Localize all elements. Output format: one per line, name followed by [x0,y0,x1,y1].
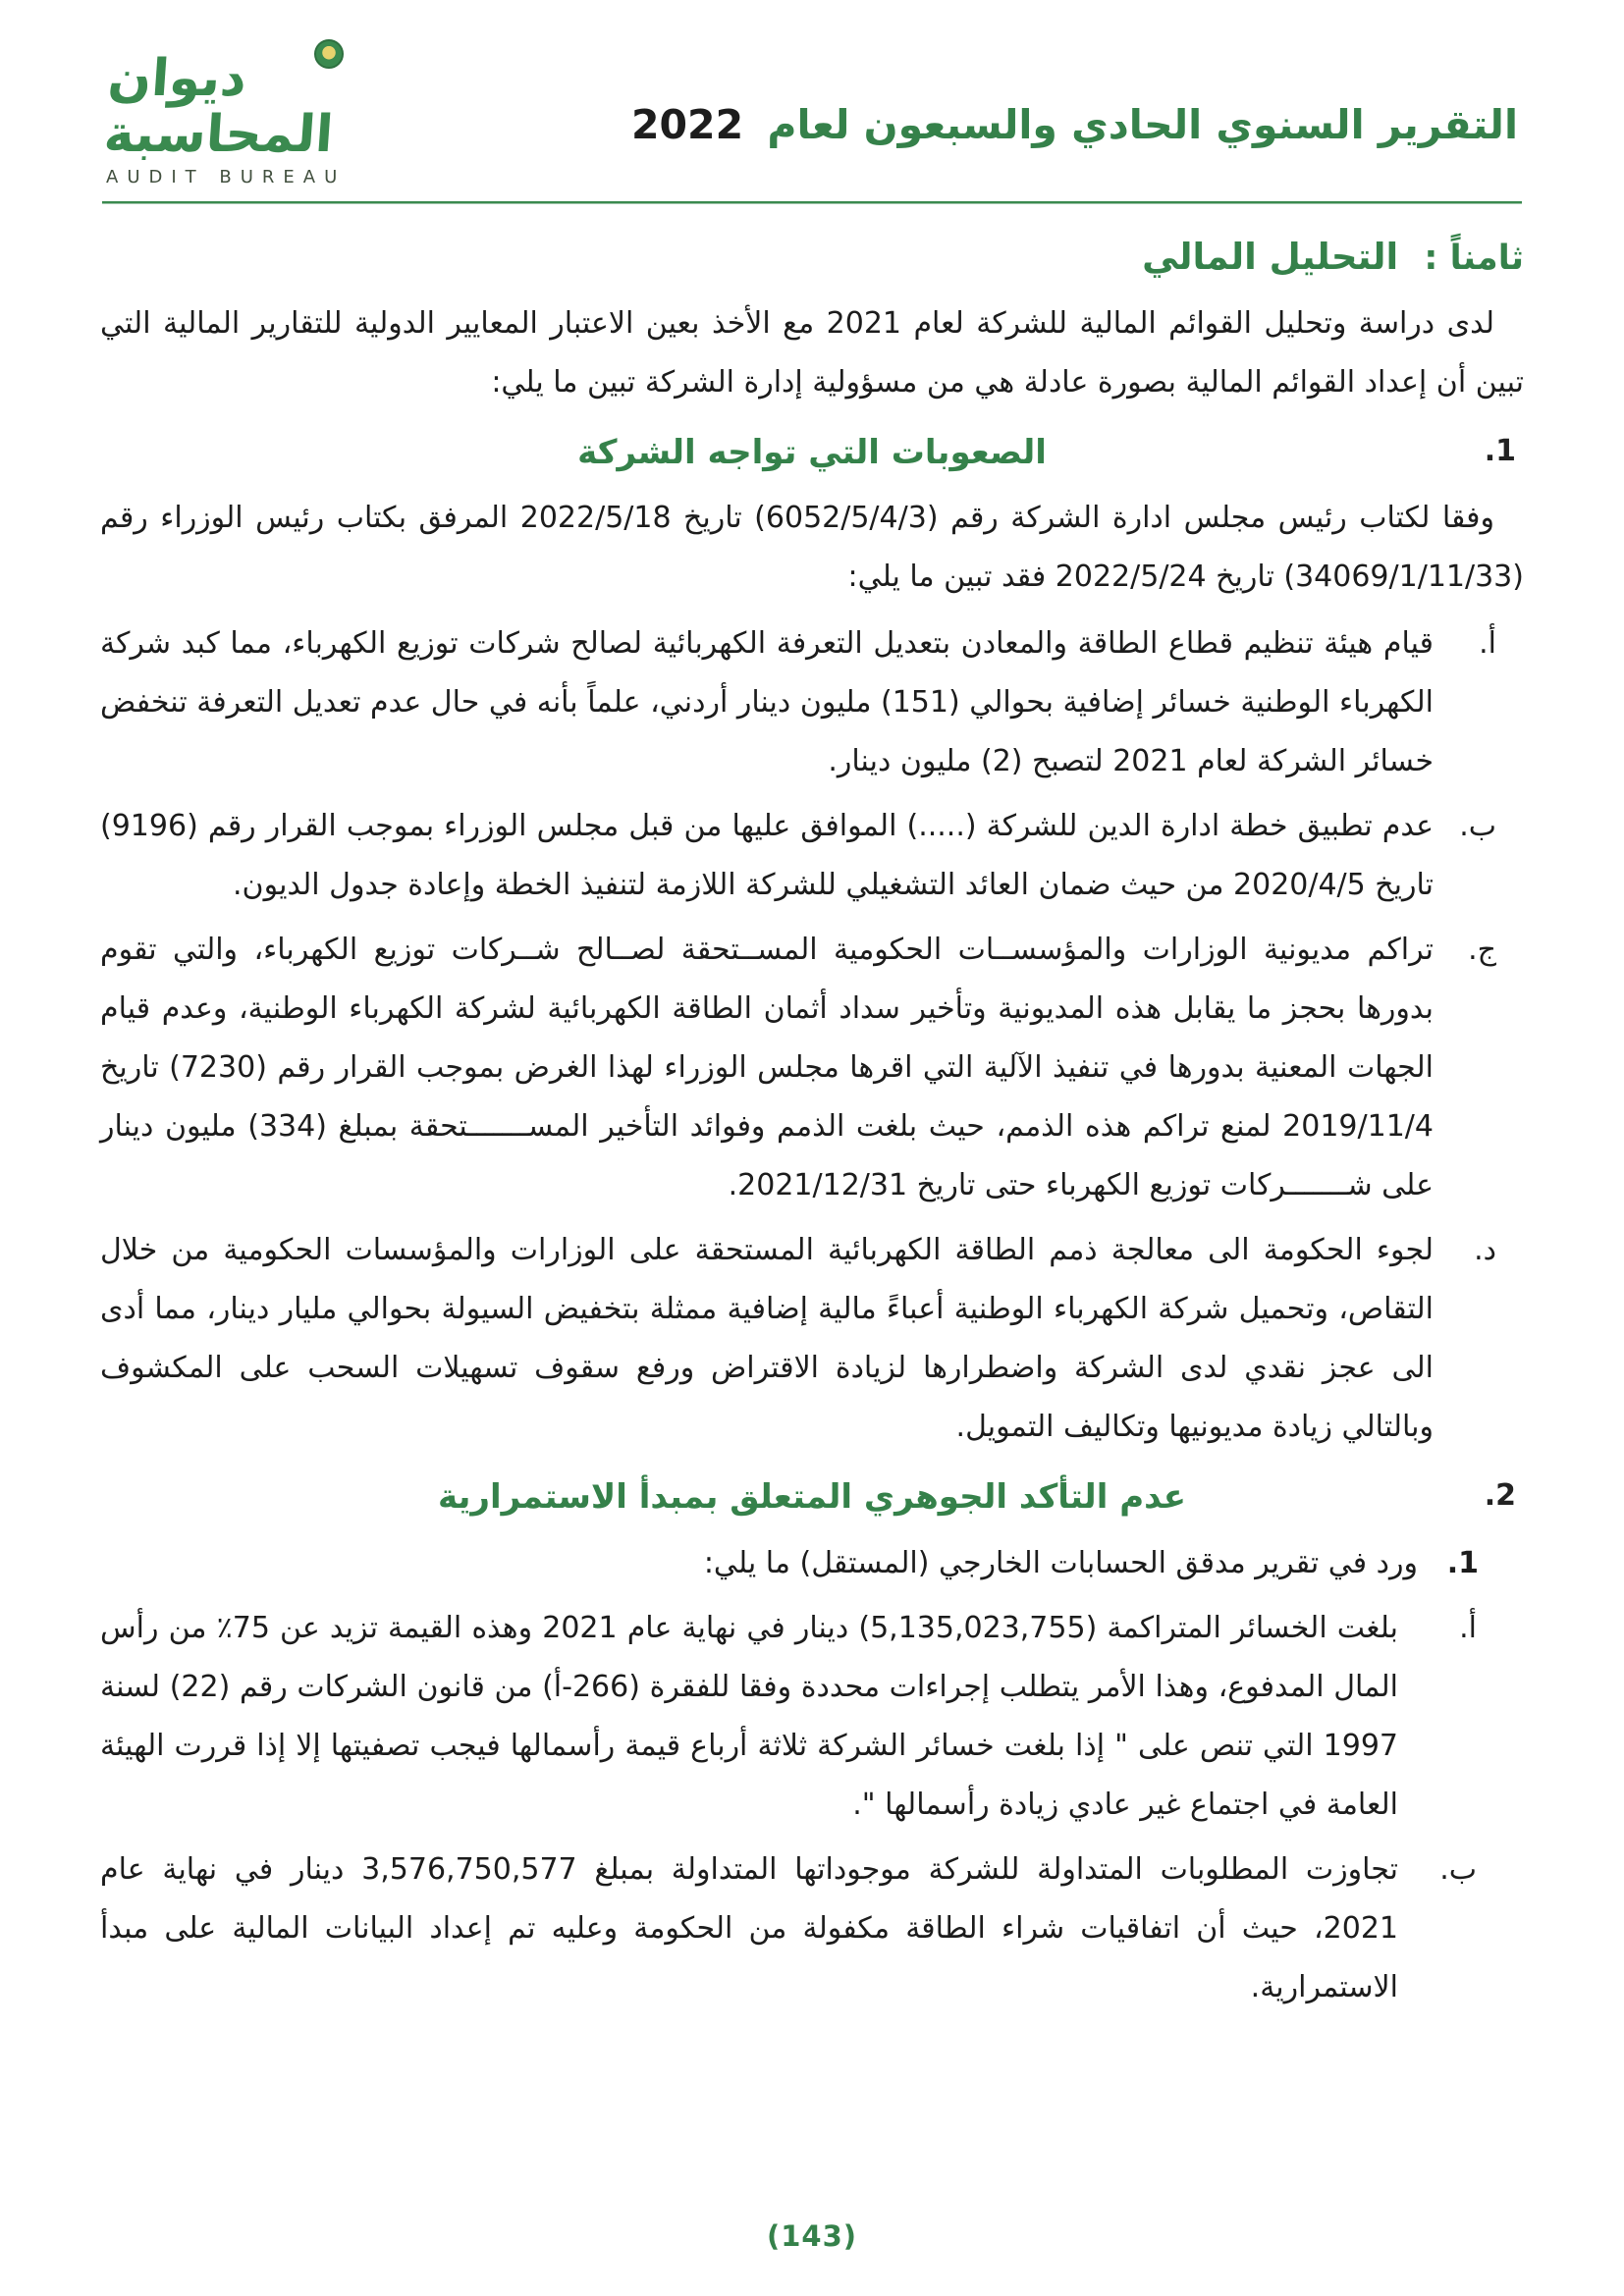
section-1-list [100,614,1524,1457]
section-1-heading [100,426,1524,479]
list-item-marker: ج. [1468,933,1496,968]
logo-arabic-calligraphy: ديوان المحاسبة [101,49,336,165]
list-item [100,614,1524,791]
list-item-marker: أ. [1459,1610,1477,1645]
audit-bureau-logo [101,49,420,188]
logo-calligraphy-block [101,49,420,165]
list-item-text: بلغت الخسائر المتراكمة (5,135,023,755) دينار في نهاية عام 2021 وهذه القيمة تزيد عن 75٪ من رأس المال المدفوع، وهذا الأمر يتطلب إجراءات محددة وفقا للفقرة (266-أ) من قانون الشركات رقم (22) لسنة 1997 التي تنص على " إذا بلغت خسائر الشركة ثلاثة أرباع قيمة رأسمالها فيجب تصفيتها إلا إذا قررت الهيئة العامة في اجتماع غير عادي زيادة رأسمالها ". [100,1610,1399,1822]
list-item-text: عدم تطبيق خطة ادارة الدين للشركة (.....) الموافق عليها من قبل مجلس الوزراء بموجب القرار رقم (9196) تاريخ 2020/4/5 من حيث ضمان العائد التشغيلي للشركة اللازمة لتنفيذ الخطة وإعادة جدول الديون. [100,809,1434,903]
header-divider [102,201,1522,204]
list-item-text: تجاوزت المطلوبات المتداولة للشركة موجوداتها المتداولة بمبلغ 3,576,750,577 دينار في نهاية عام 2021، حيث أن اتفاقيات شراء الطاقة مكفولة من الحكومة وعليه تم إعداد البيانات المالية على مبدأ الاستمرارية. [100,1851,1398,2004]
document-content [100,208,1524,2016]
list-item [100,1221,1524,1457]
list-item [100,1841,1524,2017]
section-2-number: 2. [1484,1478,1516,1514]
section-2-heading [100,1470,1524,1523]
report-title-year: 2022 [630,100,744,148]
page-footer [0,2219,1624,2253]
list-item-text: تراكم مديونية الوزارات والمؤسســات الحكومية المســتحقة لصــالح شــركات توزيع الكهرباء، والتي تقوم بدورها بحجز ما يقابل هذه المديونية وتأخير سداد أثمان الطاقة الكهربائية لشركة الكهرباء الوطنية، وعدم قيام الجهات المعنية بدورها في تنفيذ الآلية التي اقرها مجلس الوزراء لهذا الغرض بموجب القرار رقم (7230) تاريخ 2019/11/4 لمنع تراكم هذه الذمم، حيث بلغت الذمم وفوائد التأخير المســـــــتحقة بمبلغ (334) مليون دينار على شـــــــركات توزيع الكهرباء حتى تاريخ 2021/12/31. [100,933,1434,1203]
list-item-text: قيام هيئة تنظيم قطاع الطاقة والمعادن بتعديل التعرفة الكهربائية لصالح شركات توزيع الكهرباء، مما كبد شركة الكهرباء الوطنية خسائر إضافية بحوالي (151) مليون دينار أردني، علماً بأنه في حال عدم تعديل التعرفة تنخفض خسائر الشركة لعام 2021 لتصبح (2) مليون دينار. [100,626,1434,779]
section-1-title: الصعوبات التي تواجه الشركة [577,432,1047,472]
list-item-text: ورد في تقرير مدقق الحسابات الخارجي (المستقل) ما يلي: [703,1545,1418,1580]
list-item [100,1599,1524,1835]
section-2-title: عدم التأكد الجوهري المتعلق بمبدأ الاستمرارية [438,1477,1186,1518]
section-eight-title: التحليل المالي [1142,236,1399,279]
logo-english-text: AUDIT BUREAU [106,167,347,188]
page-number: (143) [766,2219,858,2253]
financial-analysis-intro: لدى دراسة وتحليل القوائم المالية للشركة لعام 2021 مع الأخذ بعين الاعتبار المعايير الدولية للتقارير المالية التي تبين أن إعداد القوائم المالية بصورة عادلة هي من مسؤولية إدارة الشركة تبين ما يلي: [100,305,1524,400]
page-header [100,51,1524,201]
list-item-marker: 1. [1446,1545,1479,1580]
financial-analysis-heading [100,230,1524,285]
report-title [631,91,1518,148]
list-item-text: لجوء الحكومة الى معالجة ذمم الطاقة الكهربائية المستحقة على الوزارات والمؤسسات الحكومية من خلال التقاص، وتحميل شركة الكهرباء الوطنية أعباءً مالية إضافية ممثلة بتخفيض السيولة بحوالي مليار دينار، مما أدى الى عجز نقدي لدى الشركة واضطرارها لزيادة الاقتراض ورفع سقوف تسهيلات السحب على المكشوف وبالتالي زيادة مديونيها وتكاليف التمويل. [100,1233,1434,1445]
section-2-list [100,1599,1524,2017]
section-eight-label: ثامناً : [1424,239,1524,279]
list-item-marker: د. [1474,1233,1496,1268]
list-item-marker: ب. [1439,1851,1477,1887]
list-item [100,921,1524,1215]
report-title-text: التقرير السنوي الحادي والسبعون لعام [767,100,1518,148]
list-item-marker: أ. [1479,626,1496,662]
section-1-number: 1. [1484,433,1516,468]
list-item-marker: ب. [1459,809,1496,844]
section-2-sub-item [100,1534,1524,1593]
list-item [100,797,1524,915]
section-1-intro: وفقا لكتاب رئيس مجلس ادارة الشركة رقم (6052/5/4/3) تاريخ 2022/5/18 المرفق بكتاب رئيس الوزراء رقم (34069/1/11/33) تاريخ 2022/5/24 فقد تبين ما يلي: [100,501,1524,595]
